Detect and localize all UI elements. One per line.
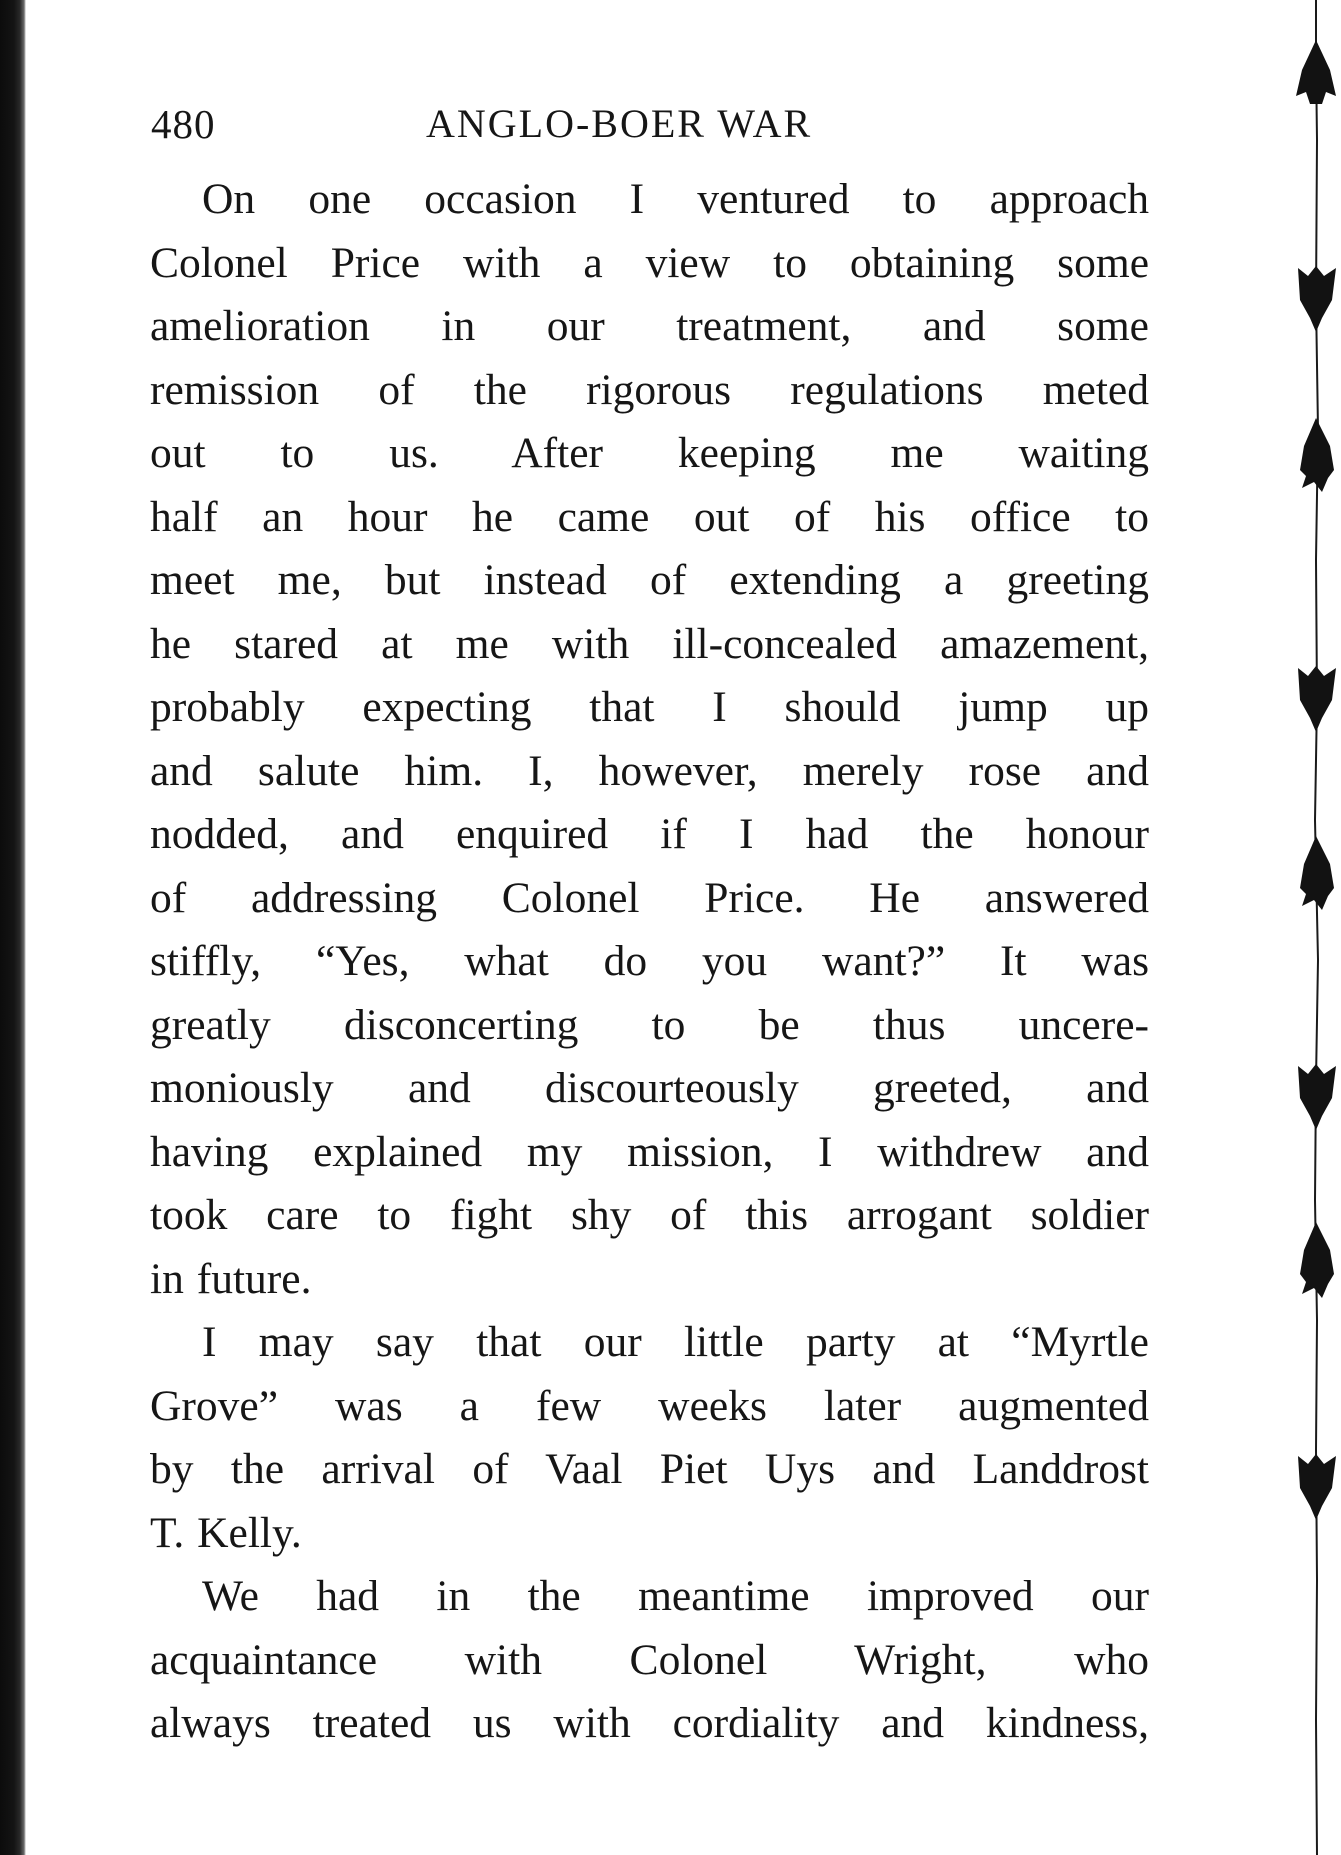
text-line: took care to fight shy of this arrogant soldier <box>150 1191 1149 1239</box>
paragraph <box>150 1311 1149 1565</box>
text-line: Grove” was a few weeks later augmented <box>150 1381 1149 1430</box>
text-line: in future. <box>150 1254 312 1303</box>
body-text <box>150 168 1149 1756</box>
ornament-vine-icon <box>1232 0 1341 1855</box>
text-line: he stared at me with ill-concealed amazement, <box>150 619 1149 668</box>
page-header <box>151 100 1151 160</box>
text-line: nodded, and enquired if I had the honour <box>150 810 1149 858</box>
text-line: remission of the rigorous regulations meted <box>150 365 1149 414</box>
text-line: T. Kelly. <box>150 1508 302 1557</box>
margin-ornament-border <box>1232 0 1341 1855</box>
text-line: amelioration in our treatment, and some <box>150 302 1149 350</box>
text-line: half an hour he came out of his office to <box>150 492 1149 541</box>
text-line: We had in the meantime improved our <box>202 1572 1149 1620</box>
text-line: moniously and discourteously greeted, and <box>150 1064 1149 1112</box>
text-line: Colonel Price with a view to obtaining some <box>150 238 1149 287</box>
text-line: On one occasion I ventured to approach <box>202 175 1149 223</box>
text-line: meet me, but instead of extending a greeting <box>150 556 1149 604</box>
text-line: out to us. After keeping me waiting <box>150 429 1149 477</box>
running-head: ANGLO-BOER WAR <box>426 101 813 146</box>
text-line: of addressing Colonel Price. He answered <box>150 873 1149 922</box>
text-line: and salute him. I, however, merely rose and <box>150 746 1149 795</box>
text-line: acquaintance with Colonel Wright, who <box>150 1635 1149 1684</box>
text-line: having explained my mission, I withdrew and <box>150 1127 1149 1176</box>
text-line: always treated us with cordiality and kindness, <box>150 1699 1149 1747</box>
text-line: probably expecting that I should jump up <box>150 683 1149 731</box>
text-line: stiffly, “Yes, what do you want?” It was <box>150 937 1149 985</box>
page-number: 480 <box>151 101 216 147</box>
text-line: by the arrival of Vaal Piet Uys and Landdrost <box>150 1445 1149 1493</box>
binding-edge <box>0 0 26 1855</box>
text-line: I may say that our little party at “Myrtle <box>202 1318 1149 1366</box>
paragraph <box>150 1565 1149 1756</box>
text-line: greatly disconcerting to be thus uncere- <box>150 1000 1149 1049</box>
paragraph <box>150 168 1149 1311</box>
